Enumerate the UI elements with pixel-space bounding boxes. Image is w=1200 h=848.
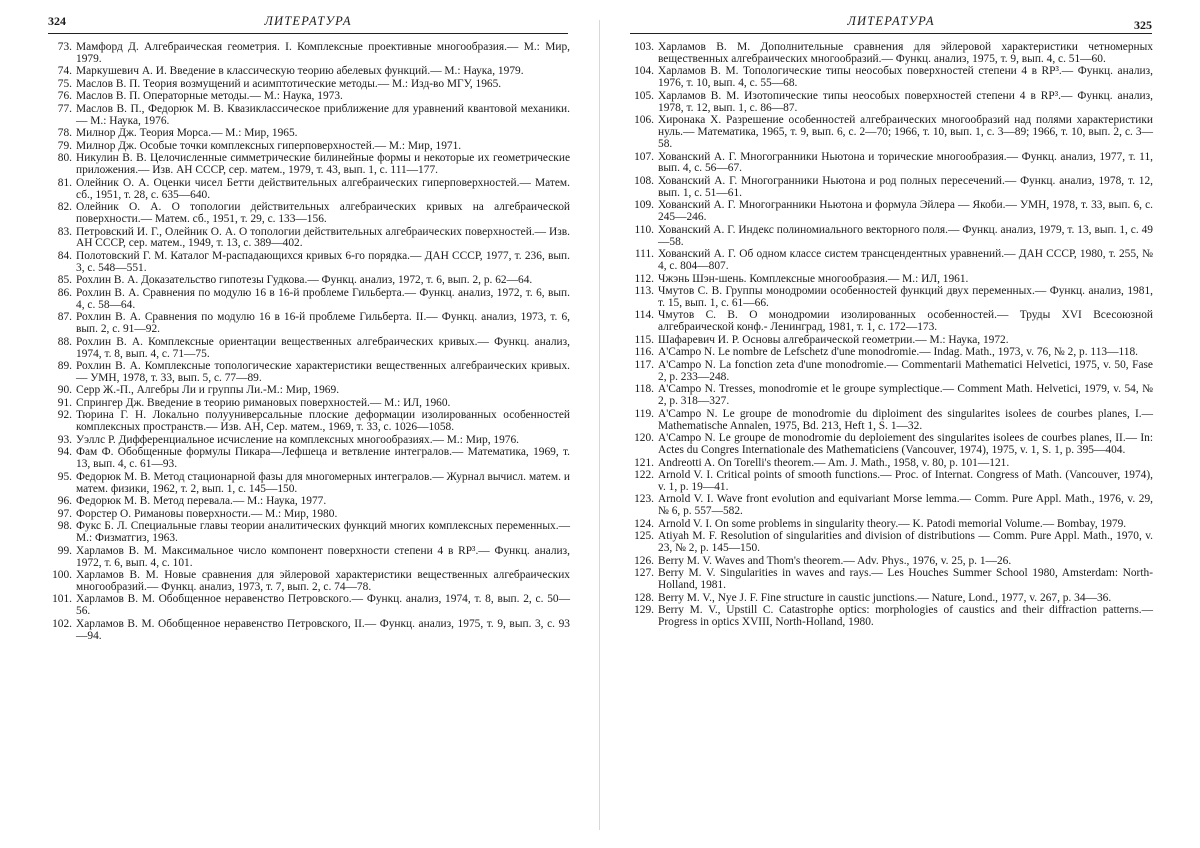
reference-entry [48,496,570,508]
reference-entry [630,91,1153,115]
reference-text: A'Campo N. La fonction zeta d'une monodromie.— Commentarii Mathematici Helvetici, 1975, v. 50, Fase 2, p. 233—248. [658,358,1153,383]
reference-entry [48,312,570,336]
right-running-title: ЛИТЕРАТУРА [847,14,935,28]
reference-text: Харламов В. М. Обобщенное неравенство Петровского.— Функц. анализ, 1974, т. 8, вып. 2, с. 50—56. [76,593,570,618]
reference-text: Уэллс Р. Дифференциальное исчисление на комплексных многообразиях.— М.: Мир, 1976. [76,433,520,446]
reference-number: 129. [634,604,654,617]
reference-number: 111. [634,248,654,261]
reference-entry [48,435,570,447]
reference-text: A'Campo N. Le groupe de monodromie du deploiement des singularites isolees de courbes planes, II.— In: Actes du Congres Internationale des Mathematiciens (Vancouver, 1974), 1975, v. 1, S. 1, p. 395—404. [658,432,1153,456]
reference-number: 124. [634,517,654,530]
reference-text: Тюрина Г. Н. Локально полууниверсальные плоские деформации изолированных особенностей комплексных пространств.— Изв. АН, Сер. матем., 1969, т. 33, с. 1026—1058. [76,409,570,434]
reference-number: 103. [634,41,654,53]
reference-text: Милнор Дж. Теория Морса.— М.: Мир, 1965. [76,127,298,140]
reference-entry [48,227,570,251]
reference-entry [48,509,570,521]
reference-number: 127. [634,567,654,580]
reference-entry [48,447,570,471]
reference-entry [630,531,1153,555]
reference-text: Полотовский Г. М. Каталог M-распадающихся кривых 6-го порядка.— ДАН СССР, 1977, т. 236, вып. 3, с. 548—551. [76,249,570,274]
reference-number: 96. [57,495,72,508]
reference-number: 114. [634,309,654,322]
reference-text: Хованский А. Г. Индекс полиномиального векторного поля.— Функц. анализ, 1979, т. 13, вып. 1, с. 49—58. [658,223,1153,248]
reference-text: Петровский И. Г., Олейник О. А. О топологии действительных алгебраических поверхностей.— Изв. АН СССР, сер. матем., 1949, т. 13, с. 389—402. [76,225,570,250]
reference-entry [630,409,1153,433]
reference-number: 89. [57,360,72,373]
reference-number: 85. [57,274,72,287]
reference-entry [630,494,1153,518]
reference-number: 108. [634,174,654,187]
reference-entry [48,288,570,312]
reference-text: Маслов В. П. Операторные методы.— М.: Наука, 1973. [76,90,343,103]
reference-number: 117. [634,358,654,371]
reference-entry [48,91,570,103]
reference-entry [48,410,570,434]
reference-number: 88. [57,335,72,348]
reference-text: Харламов В. М. Топологические типы неособых поверхностей степени 4 в RP³.— Функц. анализ, 1976, т. 10, вып. 4, с. 55—68. [658,65,1153,90]
reference-number: 98. [57,520,72,533]
reference-number: 93. [57,433,72,446]
reference-number: 110. [634,223,654,236]
reference-text: Рохлин В. А. Сравнения по модулю 16 в 16-й проблеме Гильберта.— Функц. анализ, 1972, т. 6, вып. 4, с. 58—64. [76,286,570,311]
reference-number: 101. [52,593,72,606]
reference-text: Чжэнь Шэн-шень. Комплексные многообразия.— М.: ИЛ, 1961. [658,272,969,285]
reference-text: Олейник О. А. Оценки чисел Бетти действительных алгебраических гиперповерхностей.— Матем. сб., 1951, т. 28, с. 635—640. [76,176,570,201]
reference-number: 120. [634,432,654,445]
reference-number: 82. [57,201,72,214]
reference-entry [630,225,1153,249]
reference-number: 115. [634,333,654,346]
reference-entry [630,310,1153,334]
reference-number: 116. [634,346,654,359]
reference-text: Berry M. V., Upstill C. Catastrophe optics: morphologies of caustics and their diffraction patterns.— Progress in optics XVIII, North-Holland, 1980. [658,604,1153,629]
reference-text: Маслов В. П. Теория возмущений и асимптотические методы.— М.: Изд-во МГУ, 1965. [76,77,502,90]
reference-entry [48,42,570,66]
left-header-rule [48,33,568,34]
reference-entry [630,347,1153,359]
reference-entry [630,200,1153,224]
reference-text: Фам Ф. Обобщенные формулы Пикара—Лефшеца и ветвление интегралов.— Математика, 1969, т. 13, вып. 4, с. 61—93. [76,446,570,471]
reference-entry [630,66,1153,90]
reference-entry [48,619,570,643]
reference-number: 105. [634,89,654,102]
reference-number: 78. [57,127,72,140]
right-header-rule [630,33,1152,34]
reference-entry [48,361,570,385]
reference-text: Berry M. V., Nye J. F. Fine structure in caustic junctions.— Nature, Lond., 1977, v. 267, p. 34—36. [658,591,1112,604]
reference-number: 100. [52,569,72,581]
reference-entry [48,398,570,410]
reference-entry [48,66,570,78]
right-reference-list [630,42,1153,630]
reference-entry [48,472,570,496]
reference-number: 125. [634,530,654,543]
reference-text: Маслов В. П., Федорюк М. В. Квазиклассическое приближение для уравнений квантовой механики.— М.: Наука, 1976. [76,102,570,127]
reference-text: Харламов В. М. Новые сравнения для эйлеровой характеристики вещественных алгебраических многообразий.— Функц. анализ, 1973, т. 7, вып. 2, с. 74—78. [76,569,570,593]
reference-number: 84. [57,249,72,262]
reference-text: Никулин В. В. Целочисленные симметрические билинейные формы и некоторые их геометрические приложения.— Изв. АН СССР, сер. матем., 1979, т. 43, вып. 1, с. 111—177. [76,152,570,177]
reference-number: 77. [57,102,72,115]
reference-entry [630,176,1153,200]
reference-text: Харламов В. М. Дополнительные сравнения для эйлеровой характеристики четномерных вещественных алгебраических многообразий.— Функц. анализ, 1975, т. 9, вып. 4, с. 51—60. [658,41,1153,65]
reference-entry [630,115,1153,151]
reference-entry [48,521,570,545]
reference-number: 128. [634,591,654,604]
reference-number: 91. [57,396,72,409]
reference-number: 79. [57,139,72,152]
reference-text: Форстер О. Римановы поверхности.— М.: Мир, 1980. [76,507,338,520]
reference-number: 76. [57,90,72,103]
left-reference-list [48,42,570,643]
reference-number: 121. [634,456,654,469]
reference-entry [48,104,570,128]
reference-number: 80. [57,152,72,165]
reference-text: Маркушевич А. И. Введение в классическую теорию абелевых функций.— М.: Наука, 1979. [76,65,524,78]
reference-text: Харламов В. М. Обобщенное неравенство Петровского, II.— Функц. анализ, 1975, т. 9, вып. 3, с. 93—94. [76,617,570,642]
right-page-header [630,14,1152,32]
reference-entry [630,593,1153,605]
reference-number: 87. [57,311,72,324]
right-page [600,0,1200,848]
reference-entry [630,470,1153,494]
reference-number: 73. [57,41,72,53]
reference-text: Хованский А. Г. Многогранники Ньютона и формула Эйлера — Якоби.— УМН, 1978, т. 33, вып. 6, с. 245—246. [658,199,1153,224]
reference-text: Чмутов С. В. Группы монодромии особенностей функций двух переменных.— Функц. анализ, 1981, т. 15, вып. 1, с. 61—66. [658,285,1153,309]
reference-entry [48,251,570,275]
reference-entry [48,202,570,226]
reference-text: Мамфорд Д. Алгебраическая геометрия. I. Комплексные проективные многообразия.— М.: Мир, 1979. [76,41,570,65]
reference-text: Рохлин В. А. Комплексные ориентации вещественных алгебраических кривых.— Функц. анализ, 1974, т. 8, вып. 4, с. 71—75. [76,335,570,360]
reference-entry [630,152,1153,176]
reference-text: Фукс Б. Л. Специальные главы теории аналитических функций многих комплексных переменных.— М.: Физматгиз, 1963. [76,520,570,545]
reference-entry [630,605,1153,629]
reference-entry [630,249,1153,273]
reference-entry [48,385,570,397]
reference-text: Рохлин В. А. Комплексные топологические характеристики вещественных алгебраических кривых.— УМН, 1978, т. 33, вып. 5, с. 77—89. [76,360,570,384]
reference-text: Хованский А. Г. Многогранники Ньютона и род полных пересечений.— Функц. анализ, 1978, т. 12, вып. 1, с. 51—61. [658,174,1153,199]
reference-entry [630,335,1153,347]
reference-entry [48,178,570,202]
reference-number: 90. [57,384,72,397]
reference-entry [630,519,1153,531]
reference-text: Харламов В. М. Изотопические типы неособых поверхностей степени 4 в RP³.— Функц. анализ, 1978, т. 12, вып. 1, с. 86—87. [658,89,1153,114]
reference-text: A'Campo N. Le nombre de Lefschetz d'une monodromie.— Indag. Math., 1973, v. 76, № 2, p. 113—118. [658,346,1138,359]
reference-number: 126. [634,554,654,567]
reference-text: A'Campo N. Le groupe de monodromie du diploiment des singularites isolees de courbes planes, I.— Mathematische Annalen, 1975, Bd. 213, Heft 1, S. 1—32. [658,407,1153,432]
reference-text: Рохлин В. А. Доказательство гипотезы Гудкова.— Функц. анализ, 1972, т. 6, вып. 2, р. 62—64. [76,274,533,287]
reference-text: A'Campo N. Tresses, monodromie et le groupe symplectique.— Comment Math. Helvetici, 1979, v. 54, № 2, p. 318—327. [658,383,1153,408]
reference-number: 109. [634,199,654,212]
reference-text: Федорюк М. В. Метод стационарной фазы для многомерных интегралов.— Журнал вычисл. матем. и матем. физики, 1962, т. 2, вып. 1, с. 145—150. [76,470,570,495]
left-page-header [48,14,568,32]
right-page-number: 325 [1134,18,1152,32]
reference-number: 92. [57,409,72,422]
reference-entry [48,128,570,140]
reference-text: Berry M. V. Singularities in waves and rays.— Les Houches Summer School 1980, Amsterdam: North-Holland, 1981. [658,567,1153,592]
reference-text: Arnold V. I. Critical points of smooth functions.— Proc. of Internat. Congress of Math. (Vancouver, 1974), v. 1, p. 19—41. [658,469,1153,493]
reference-entry [630,42,1153,66]
reference-text: Чмутов С. В. О монодромии изолированных особенностей.— Труды XVI Всесоюзной алгебраической конф.- Ленинград, 1981, т. 1, с. 172—173. [658,309,1153,334]
reference-text: Berry M. V. Waves and Thom's theorem.— Adv. Phys., 1976, v. 25, p. 1—26. [658,554,1012,567]
reference-entry [630,433,1153,457]
reference-entry [48,153,570,177]
reference-entry [630,384,1153,408]
reference-number: 112. [634,272,654,285]
reference-number: 119. [634,407,654,420]
reference-number: 118. [634,383,654,396]
reference-text: Хиронака Х. Разрешение особенностей алгебраических многообразий над полями характеристики нуль.— Математика, 1965, т. 9, вып. 6, с. 2—70; 1966, т. 10, вып. 1, с. 3—89; 1966, т. 10, вып. 2, с. 3—58. [658,114,1153,151]
reference-number: 107. [634,150,654,163]
reference-entry [630,360,1153,384]
left-page-number: 324 [48,14,66,28]
reference-text: Олейник О. А. О топологии действительных алгебраических кривых на алгебраической поверхности.— Матем. сб., 1951, т. 29, с. 133—156. [76,201,570,226]
reference-number: 123. [634,493,654,506]
reference-entry [630,274,1153,286]
reference-entry [630,568,1153,592]
reference-entry [48,570,570,594]
reference-entry [48,594,570,618]
reference-number: 81. [57,176,72,189]
reference-number: 97. [57,507,72,520]
reference-entry [48,275,570,287]
reference-number: 102. [52,617,72,630]
reference-text: Хованский А. Г. Об одном классе систем трансцендентных уравнений.— ДАН СССР, 1980, т. 255, № 4, с. 804—807. [658,248,1153,273]
reference-entry [48,337,570,361]
reference-entry [48,141,570,153]
reference-text: Atiyah M. F. Resolution of singularities and division of distributions — Comm. Pure Appl. Math., 1970, v. 23, № 2, p. 145—150. [658,530,1153,555]
reference-text: Andreotti A. On Torelli's theorem.— Am. J. Math., 1958, v. 80, p. 101—121. [658,456,1010,469]
reference-number: 95. [57,470,72,483]
reference-text: Arnold V. I. Wave front evolution and equivariant Morse lemma.— Comm. Pure Appl. Math., 1976, v. 29, № 6, p. 557—582. [658,493,1153,518]
reference-text: Милнор Дж. Особые точки комплексных гиперповерхностей.— М.: Мир, 1971. [76,139,462,152]
reference-number: 104. [634,65,654,78]
reference-entry [48,546,570,570]
reference-entry [630,458,1153,470]
reference-text: Хованский А. Г. Многогранники Ньютона и торические многообразия.— Функц. анализ, 1977, т. 11, вып. 4, с. 56—67. [658,150,1153,175]
reference-number: 122. [634,469,654,481]
reference-number: 86. [57,286,72,299]
reference-number: 106. [634,114,654,127]
reference-number: 94. [57,446,72,459]
reference-number: 113. [634,285,654,298]
reference-number: 74. [57,65,72,78]
reference-text: Рохлин В. А. Сравнения по модулю 16 в 16-й проблеме Гильберта. II.— Функц. анализ, 1973, т. 6, вып. 2, с. 91—92. [76,311,570,336]
reference-entry [48,79,570,91]
left-running-title: ЛИТЕРАТУРА [264,14,352,28]
reference-number: 75. [57,77,72,90]
reference-entry [630,286,1153,310]
reference-text: Харламов В. М. Максимальное число компонент поверхности степени 4 в RP³.— Функц. анализ, 1972, т. 6, вып. 4, с. 101. [76,544,570,569]
reference-text: Спрингер Дж. Введение в теорию римановых поверхностей.— М.: ИЛ, 1960. [76,396,451,409]
reference-number: 99. [57,544,72,557]
reference-entry [630,556,1153,568]
reference-text: Серр Ж.-П., Алгебры Ли и группы Ли.-М.: Мир, 1969. [76,384,340,397]
reference-text: Шафаревич И. Р. Основы алгебраической геометрии.— М.: Наука, 1972. [658,333,1009,346]
reference-text: Arnold V. I. On some problems in singularity theory.— K. Patodi memorial Volume.— Bombay, 1979. [658,517,1127,530]
reference-text: Федорюк М. В. Метод перевала.— М.: Наука, 1977. [76,495,327,508]
reference-number: 83. [57,225,72,238]
